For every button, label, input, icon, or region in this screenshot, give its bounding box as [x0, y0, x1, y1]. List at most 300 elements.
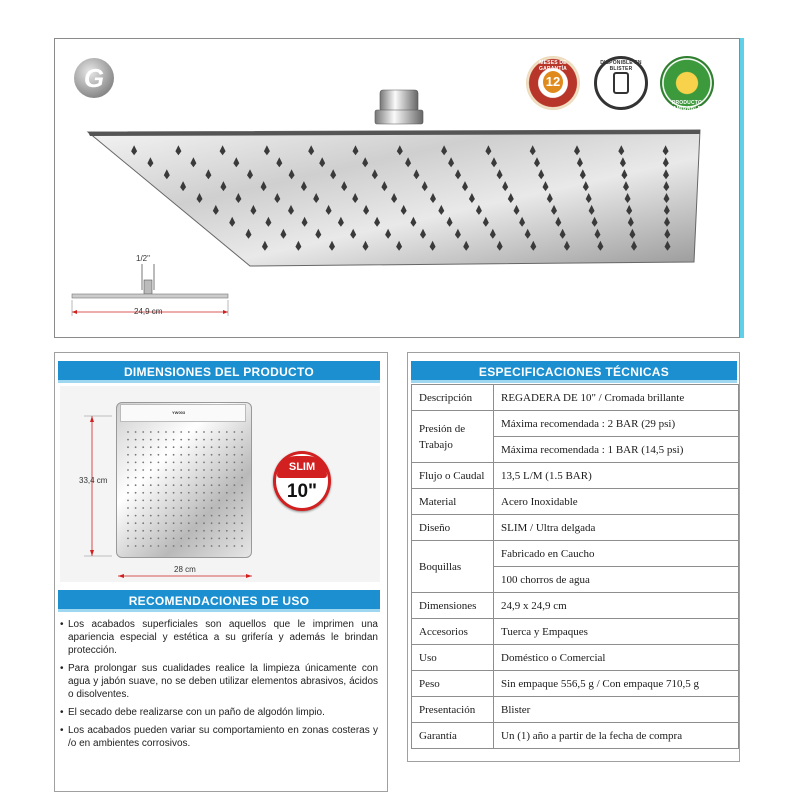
nozzle-dot	[158, 538, 160, 540]
nozzle-dot	[241, 454, 243, 456]
nozzle-dot	[150, 469, 152, 471]
nozzle-dot	[196, 538, 198, 540]
nozzle-dot	[173, 507, 175, 509]
nozzle-dot	[234, 469, 236, 471]
nozzle-dot	[226, 469, 228, 471]
nozzle-dot	[211, 515, 213, 517]
specs-header: ESPECIFICACIONES TÉCNICAS	[411, 361, 737, 383]
nozzle-dot	[218, 431, 220, 433]
nozzle-dot	[218, 522, 220, 524]
diagram-width-label: 24,9 cm	[134, 307, 163, 316]
nozzle-dot	[180, 446, 182, 448]
nozzle-dot	[234, 515, 236, 517]
nozzle-dot	[127, 469, 129, 471]
nozzle-dot	[241, 484, 243, 486]
nozzle-dot	[180, 522, 182, 524]
table-row	[412, 515, 739, 541]
nozzle-dot	[211, 431, 213, 433]
package-code: YW003	[172, 410, 186, 415]
nozzle-dot	[135, 500, 137, 502]
nozzle-dot	[158, 469, 160, 471]
nozzle-dot	[158, 431, 160, 433]
nozzle-dot	[150, 515, 152, 517]
nozzle-dot	[188, 462, 190, 464]
nozzle-dot	[158, 507, 160, 509]
nozzle-dot	[150, 484, 152, 486]
spec-label: Descripción	[412, 385, 494, 411]
nozzle-dot	[173, 477, 175, 479]
shower-head-illustration	[60, 86, 720, 276]
table-row	[412, 619, 739, 645]
nozzle-dot	[127, 538, 129, 540]
nozzle-dot	[165, 530, 167, 532]
nozzle-dot	[158, 515, 160, 517]
nozzle-dot	[241, 439, 243, 441]
list-item: • El secado debe realizarse con un paño de algodón limpio.	[60, 706, 378, 719]
nozzle-dot	[127, 545, 129, 547]
nozzle-dot	[173, 439, 175, 441]
nozzle-dot	[165, 492, 167, 494]
nozzle-dot	[241, 507, 243, 509]
list-item: • Los acabados pueden variar su comportamiento en zonas costeras y /o en ambientes corrosivos.	[60, 724, 378, 750]
nozzle-dot	[180, 492, 182, 494]
nozzle-dot	[158, 492, 160, 494]
nozzle-dot	[180, 439, 182, 441]
nozzle-dot	[218, 492, 220, 494]
nozzle-dot	[234, 439, 236, 441]
nozzle-dot	[203, 484, 205, 486]
nozzle-dot	[226, 522, 228, 524]
nozzle-dot	[142, 462, 144, 464]
nozzle-dot	[234, 507, 236, 509]
nozzle-dot	[180, 462, 182, 464]
nozzle-dot	[211, 484, 213, 486]
nozzle-dot	[142, 545, 144, 547]
nozzle-dot	[234, 446, 236, 448]
nozzle-dot	[165, 545, 167, 547]
nozzle-dot	[150, 507, 152, 509]
nozzle-dot	[188, 492, 190, 494]
nozzle-dot	[203, 545, 205, 547]
nozzle-dot	[150, 530, 152, 532]
nozzle-dot	[226, 492, 228, 494]
spec-value: Doméstico o Comercial	[494, 645, 739, 671]
nozzle-dot	[142, 446, 144, 448]
nozzle-dot	[218, 462, 220, 464]
spec-label: Flujo o Caudal	[412, 463, 494, 489]
spec-label: Dimensiones	[412, 593, 494, 619]
nozzle-dot	[142, 492, 144, 494]
nozzle-dot	[234, 538, 236, 540]
nozzle-dot	[196, 492, 198, 494]
nozzle-dot	[173, 492, 175, 494]
nozzle-dot	[142, 500, 144, 502]
list-item: • Para prolongar sus cualidades realice la limpieza únicamente con agua y jabón suave, no se deben utilizar elementos abrasivos, ácidos o disolventes.	[60, 662, 378, 701]
nozzle-dot	[241, 431, 243, 433]
nozzle-dot	[234, 431, 236, 433]
nozzle-dot	[211, 446, 213, 448]
nozzle-dot	[127, 439, 129, 441]
nozzle-dot	[150, 439, 152, 441]
nozzle-dot	[165, 469, 167, 471]
nozzle-dot	[241, 500, 243, 502]
nozzle-dot	[173, 431, 175, 433]
nozzle-dot	[196, 454, 198, 456]
spec-value: 100 chorros de agua	[494, 567, 739, 593]
nozzle-dot	[180, 477, 182, 479]
nozzle-dot	[180, 469, 182, 471]
blister-badge-label: DISPONIBLE EN BLISTER	[600, 60, 642, 72]
nozzle-dot	[142, 477, 144, 479]
nozzle-dot	[150, 446, 152, 448]
nozzle-dot	[165, 477, 167, 479]
nozzle-dot	[211, 492, 213, 494]
spec-value: Máxima recomendada : 1 BAR (14,5 psi)	[494, 437, 739, 463]
nozzle-dot	[135, 530, 137, 532]
nozzle-dot	[135, 515, 137, 517]
spec-label: Peso	[412, 671, 494, 697]
nozzle-dot	[135, 492, 137, 494]
nozzle-dot	[196, 431, 198, 433]
nozzle-dot	[165, 454, 167, 456]
nozzle-dot	[158, 500, 160, 502]
spec-value: Máxima recomendada : 2 BAR (29 psi)	[494, 411, 739, 437]
table-row	[412, 463, 739, 489]
nozzle-dot	[241, 545, 243, 547]
spec-value: SLIM / Ultra delgada	[494, 515, 739, 541]
nozzle-dot	[218, 439, 220, 441]
nozzle-dot	[188, 530, 190, 532]
table-row	[412, 385, 739, 411]
specs-table	[411, 384, 739, 749]
table-row	[412, 489, 739, 515]
nozzle-dot	[241, 515, 243, 517]
nozzle-dot	[158, 462, 160, 464]
nozzle-dot	[203, 469, 205, 471]
slim-badge-size: 10"	[286, 481, 318, 502]
nozzle-dot	[226, 484, 228, 486]
nozzle-dot	[142, 507, 144, 509]
nozzle-dot	[196, 484, 198, 486]
nozzle-dot	[226, 538, 228, 540]
nozzle-dot	[218, 530, 220, 532]
nozzle-dot	[234, 484, 236, 486]
nozzle-dot	[165, 431, 167, 433]
nozzle-dot	[165, 484, 167, 486]
nozzle-dot	[188, 507, 190, 509]
nozzle-dot	[211, 500, 213, 502]
spec-label: Presión de Trabajo	[412, 411, 494, 463]
nozzle-dot	[203, 454, 205, 456]
nozzle-dot	[188, 477, 190, 479]
nozzle-dot	[150, 500, 152, 502]
nozzle-dot	[211, 545, 213, 547]
table-row	[412, 645, 739, 671]
nozzle-dot	[135, 439, 137, 441]
nozzle-dot	[203, 530, 205, 532]
nozzle-dot	[226, 500, 228, 502]
nozzle-dot	[218, 515, 220, 517]
nozzle-dot	[165, 522, 167, 524]
nozzle-dot	[150, 522, 152, 524]
nozzle-dot	[165, 439, 167, 441]
nozzle-dot	[188, 545, 190, 547]
nozzle-dot	[188, 469, 190, 471]
nozzle-dot	[165, 446, 167, 448]
list-item: • Los acabados superficiales son aquellos que le imprimen una apariencia especial y estética a su grifería y además le brindan protección.	[60, 618, 378, 657]
table-row	[412, 411, 739, 437]
nozzle-dot	[173, 545, 175, 547]
nozzle-dot	[165, 538, 167, 540]
nozzle-dot	[241, 462, 243, 464]
nozzle-dot	[226, 545, 228, 547]
table-row	[412, 541, 739, 567]
nozzle-dot	[218, 446, 220, 448]
nozzle-dot	[196, 477, 198, 479]
nozzle-dot	[158, 446, 160, 448]
nozzle-dot	[135, 484, 137, 486]
nozzle-dot	[135, 469, 137, 471]
nozzle-dot	[234, 530, 236, 532]
nozzle-dot	[142, 469, 144, 471]
nozzle-dot	[234, 545, 236, 547]
nozzle-dot	[211, 522, 213, 524]
nozzle-dot	[226, 454, 228, 456]
nozzle-dot	[142, 454, 144, 456]
nozzle-dot	[127, 446, 129, 448]
nozzle-dot	[158, 530, 160, 532]
nozzle-dot	[135, 507, 137, 509]
nozzle-dot	[150, 538, 152, 540]
table-row	[412, 697, 739, 723]
package-height-label: 33,4 cm	[79, 476, 108, 485]
nozzle-dot	[142, 538, 144, 540]
nozzle-dot	[127, 484, 129, 486]
nozzle-dot	[180, 545, 182, 547]
nozzle-dot	[188, 500, 190, 502]
nozzle-dot	[226, 446, 228, 448]
nozzle-dot	[211, 507, 213, 509]
nozzle-dot	[188, 522, 190, 524]
nozzle-dot	[127, 431, 129, 433]
nozzle-dot	[226, 507, 228, 509]
nozzle-dot	[188, 484, 190, 486]
nozzle-dot	[241, 530, 243, 532]
nozzle-dot	[226, 439, 228, 441]
nozzle-dot	[211, 469, 213, 471]
nozzle-dot	[196, 522, 198, 524]
nozzle-dot	[203, 538, 205, 540]
nozzle-dot	[234, 477, 236, 479]
nozzle-dot	[158, 484, 160, 486]
nozzle-dot	[127, 462, 129, 464]
nozzle-dot	[188, 538, 190, 540]
dimensions-header: DIMENSIONES DEL PRODUCTO	[58, 361, 380, 383]
nozzle-dot	[218, 477, 220, 479]
nozzle-dot	[196, 469, 198, 471]
nozzle-dot	[142, 530, 144, 532]
nozzle-dot	[165, 515, 167, 517]
nozzle-dot	[173, 538, 175, 540]
nozzle-dot	[211, 439, 213, 441]
nozzle-dot	[234, 454, 236, 456]
nozzle-dot	[226, 515, 228, 517]
nozzle-dot	[211, 454, 213, 456]
side-profile-diagram	[60, 250, 240, 330]
nozzle-dot	[158, 454, 160, 456]
nozzle-dot	[127, 492, 129, 494]
slim-badge-top: SLIM	[277, 456, 327, 478]
nozzle-dot	[226, 462, 228, 464]
nozzle-dot	[135, 477, 137, 479]
nozzle-dot	[142, 515, 144, 517]
nozzle-dot	[241, 477, 243, 479]
nozzle-dot	[180, 515, 182, 517]
nozzle-dot	[135, 522, 137, 524]
table-row	[412, 671, 739, 697]
spec-label: Diseño	[412, 515, 494, 541]
nozzle-dot	[165, 507, 167, 509]
package-width-label: 28 cm	[174, 565, 196, 574]
nozzle-dot	[158, 439, 160, 441]
nozzle-dot	[211, 538, 213, 540]
nozzle-dot	[211, 477, 213, 479]
nozzle-dot	[188, 439, 190, 441]
nozzle-dot	[135, 545, 137, 547]
nozzle-dot	[150, 431, 152, 433]
nozzle-dot	[196, 500, 198, 502]
recommendations-header: RECOMENDACIONES DE USO	[58, 590, 380, 612]
nozzle-dot	[218, 484, 220, 486]
nozzle-dot	[203, 515, 205, 517]
nozzle-dot	[150, 545, 152, 547]
nozzle-dot	[226, 530, 228, 532]
nozzle-dot	[142, 431, 144, 433]
nozzle-dot	[203, 477, 205, 479]
nozzle-dot	[180, 530, 182, 532]
nozzle-dot	[234, 462, 236, 464]
nozzle-dot	[173, 484, 175, 486]
table-row	[412, 593, 739, 619]
nozzle-dot	[196, 530, 198, 532]
nozzle-dot	[226, 477, 228, 479]
nozzle-dot	[203, 439, 205, 441]
nozzle-dot	[150, 462, 152, 464]
nozzle-dot	[196, 507, 198, 509]
nozzle-dot	[180, 454, 182, 456]
nozzle-dot	[218, 545, 220, 547]
nozzle-dot	[188, 454, 190, 456]
nozzle-dot	[165, 462, 167, 464]
spec-label: Accesorios	[412, 619, 494, 645]
spec-value: Tuerca y Empaques	[494, 619, 739, 645]
nozzle-dot	[234, 492, 236, 494]
nozzle-dot	[203, 462, 205, 464]
nozzle-dot	[150, 454, 152, 456]
spec-value: 24,9 x 24,9 cm	[494, 593, 739, 619]
nozzle-dot	[180, 500, 182, 502]
recommendations-list	[60, 618, 378, 755]
nozzle-dot	[203, 507, 205, 509]
connector-size-label: 1/2"	[136, 254, 150, 263]
nozzle-dot	[173, 522, 175, 524]
nozzle-dot	[135, 431, 137, 433]
nozzle-dot	[127, 500, 129, 502]
nozzle-dot	[196, 446, 198, 448]
nozzle-dot	[173, 500, 175, 502]
nozzle-dot	[180, 484, 182, 486]
nozzle-dot	[211, 530, 213, 532]
nozzle-dot	[127, 507, 129, 509]
nozzle-dot	[218, 500, 220, 502]
spec-value: Sin empaque 556,5 g / Con empaque 710,5 g	[494, 671, 739, 697]
nozzle-dot	[127, 522, 129, 524]
nozzle-dot	[180, 538, 182, 540]
nozzle-dot	[241, 469, 243, 471]
nozzle-dot	[127, 477, 129, 479]
nozzle-dot	[226, 431, 228, 433]
blister-nozzle-grid	[124, 428, 246, 552]
nozzle-dot	[173, 469, 175, 471]
nozzle-dot	[127, 515, 129, 517]
nozzle-dot	[241, 492, 243, 494]
spec-value: Fabricado en Caucho	[494, 541, 739, 567]
nozzle-dot	[203, 446, 205, 448]
nozzle-dot	[142, 484, 144, 486]
nozzle-dot	[188, 446, 190, 448]
brand-logo: G	[74, 58, 114, 98]
nozzle-dot	[211, 462, 213, 464]
warranty-number: 12	[543, 71, 563, 93]
nozzle-dot	[196, 515, 198, 517]
nozzle-dot	[173, 446, 175, 448]
nozzle-dot	[218, 469, 220, 471]
nozzle-dot	[142, 439, 144, 441]
spec-value: Blister	[494, 697, 739, 723]
nozzle-dot	[135, 538, 137, 540]
nozzle-dot	[127, 530, 129, 532]
accent-bar	[740, 38, 744, 338]
nozzle-dot	[135, 454, 137, 456]
nozzle-dot	[173, 515, 175, 517]
nozzle-dot	[234, 522, 236, 524]
nozzle-dot	[196, 439, 198, 441]
nozzle-dot	[150, 477, 152, 479]
spec-value: REGADERA DE 10" / Cromada brillante	[494, 385, 739, 411]
nozzle-dot	[203, 522, 205, 524]
eco-badge-label: PRODUCTO AMIGABLE	[671, 100, 703, 112]
nozzle-dot	[158, 522, 160, 524]
spec-label: Boquillas	[412, 541, 494, 593]
nozzle-dot	[127, 454, 129, 456]
nozzle-dot	[150, 492, 152, 494]
spec-label: Material	[412, 489, 494, 515]
nozzle-dot	[158, 477, 160, 479]
nozzle-dot	[158, 545, 160, 547]
nozzle-dot	[180, 431, 182, 433]
nozzle-dot	[135, 446, 137, 448]
nozzle-dot	[180, 507, 182, 509]
spec-value: Acero Inoxidable	[494, 489, 739, 515]
nozzle-dot	[241, 446, 243, 448]
spec-label: Uso	[412, 645, 494, 671]
warranty-badge-label: MESES DE GARANTÍA	[539, 60, 567, 72]
nozzle-dot	[218, 507, 220, 509]
spec-label: Garantía	[412, 723, 494, 749]
nozzle-dot	[241, 538, 243, 540]
nozzle-dot	[241, 522, 243, 524]
nozzle-dot	[203, 500, 205, 502]
